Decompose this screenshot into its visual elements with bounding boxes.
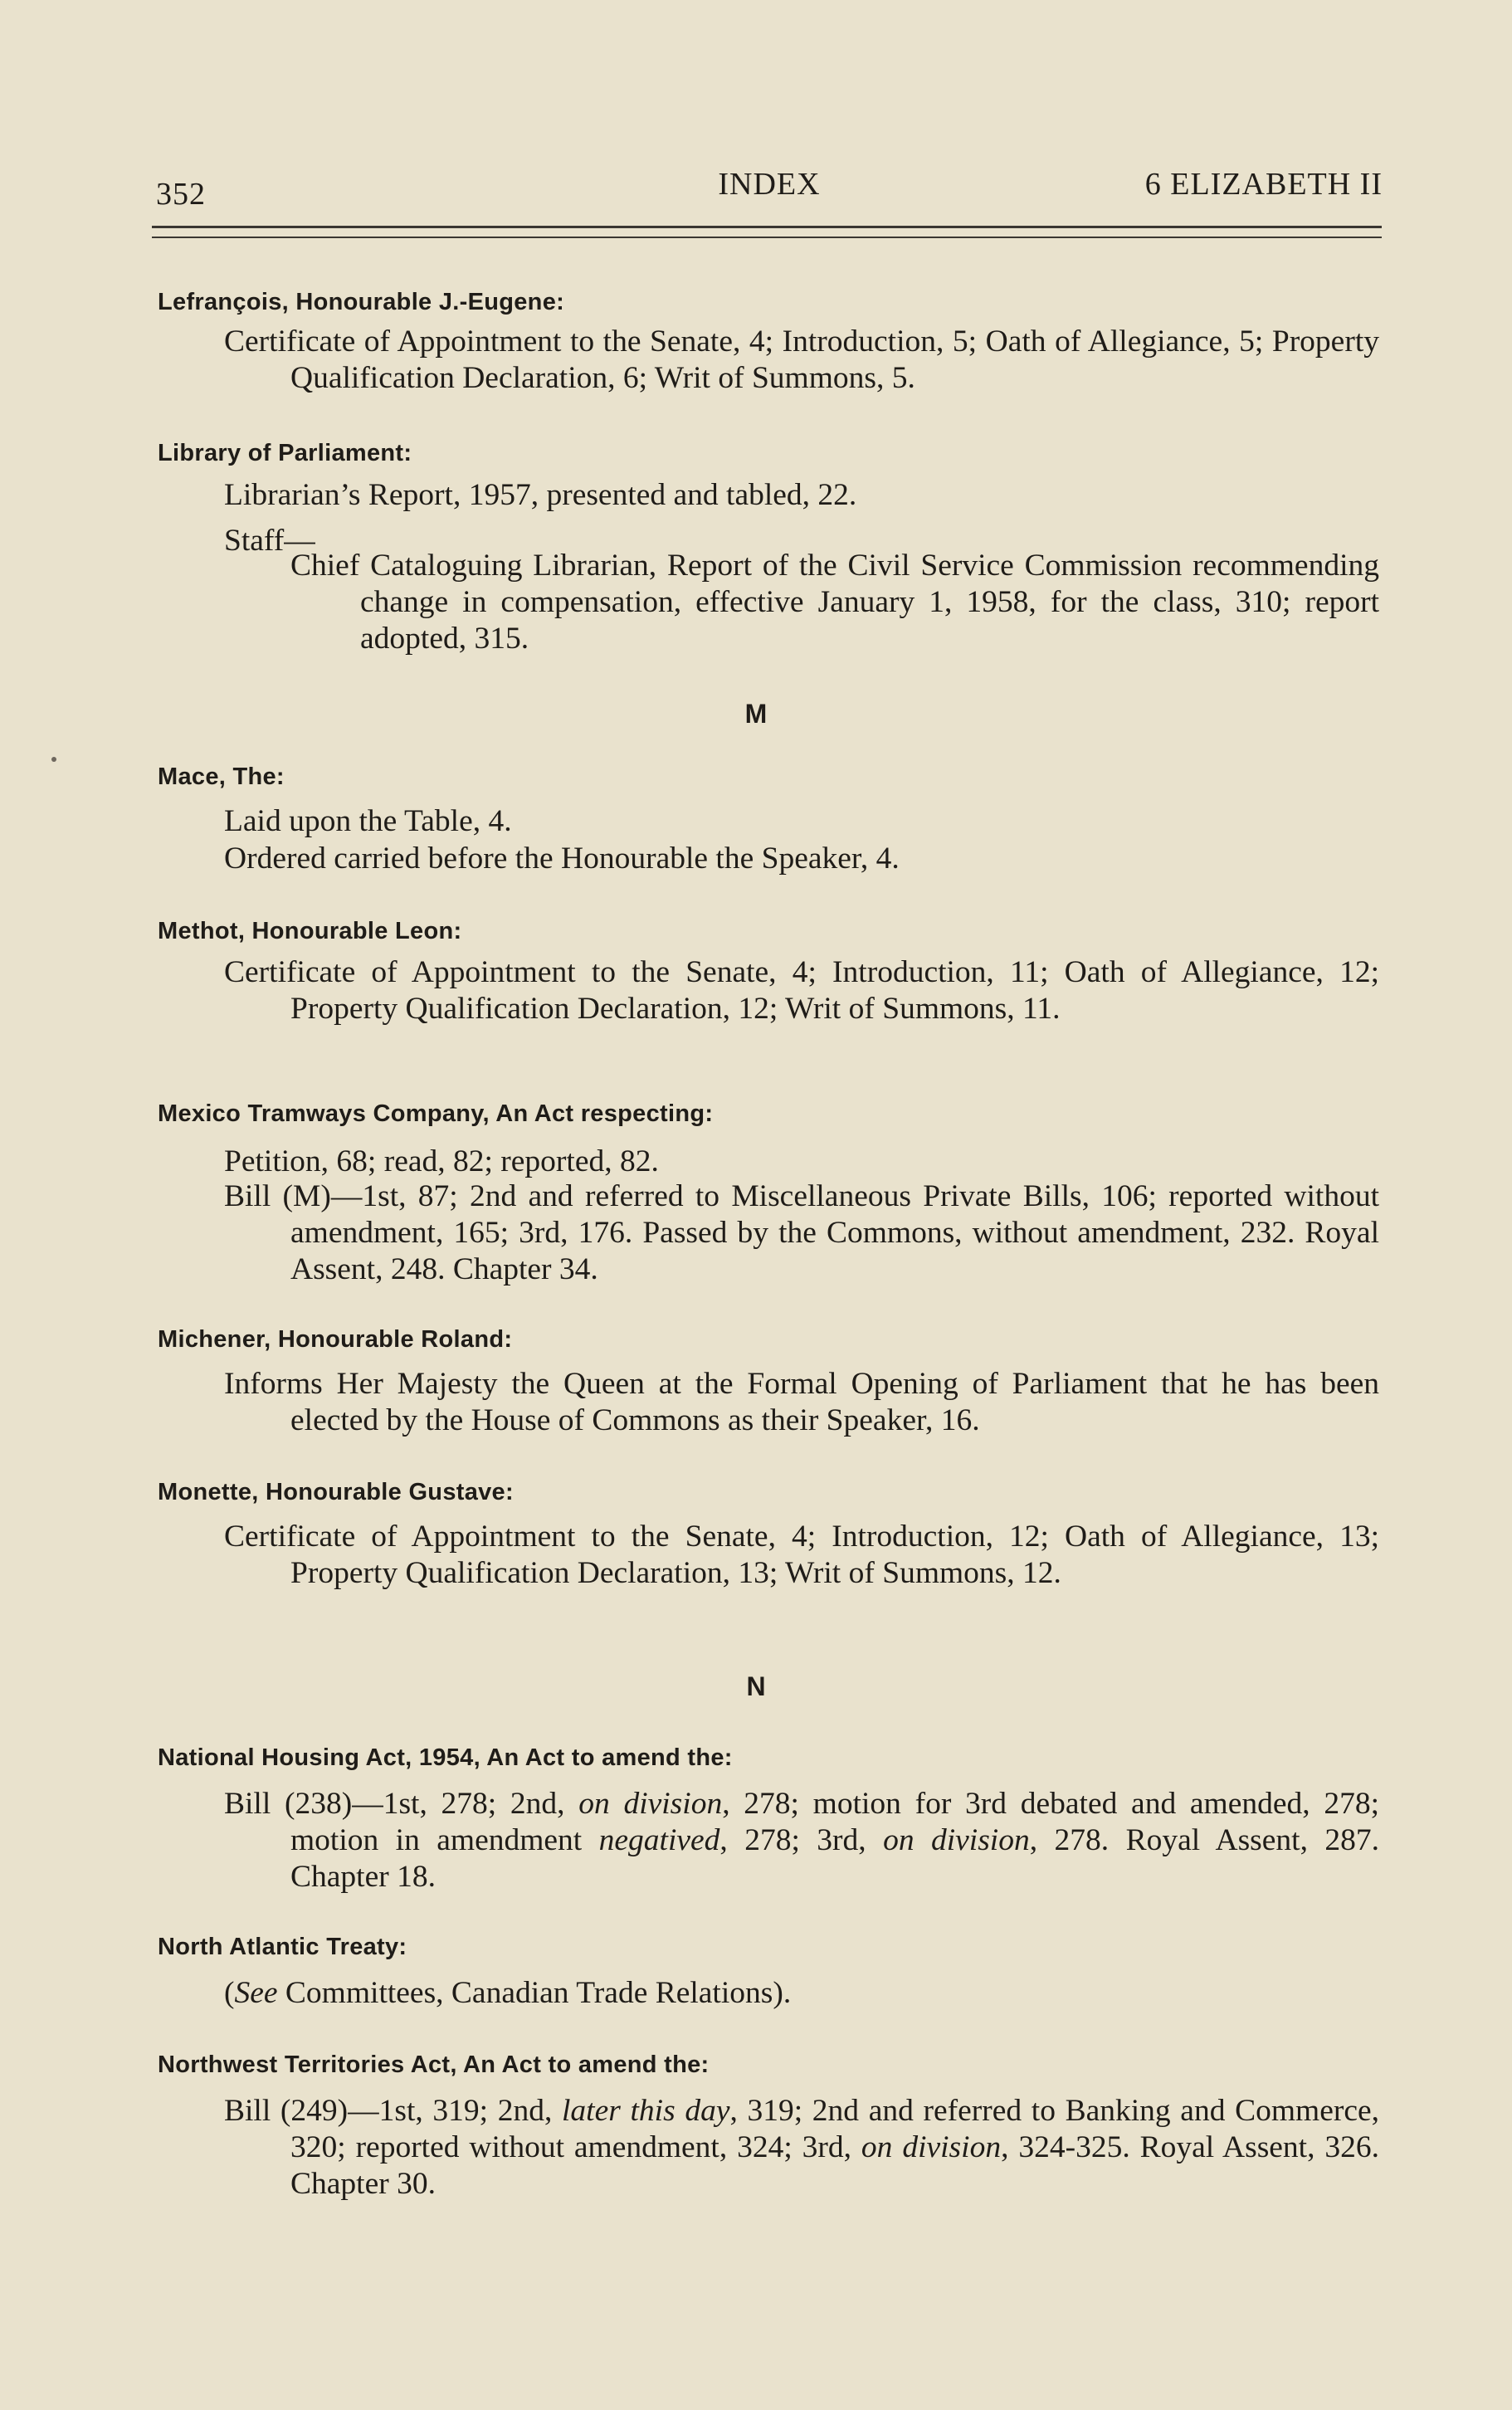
entry-heading-methot: Methot, Honourable Leon: <box>158 918 462 944</box>
entry-text-staff: Staff— <box>224 524 315 558</box>
entry-text-north-atlantic: (See Committees, Canadian Trade Relations). <box>224 1976 792 2010</box>
entry-heading-michener: Michener, Honourable Roland: <box>158 1326 513 1353</box>
entry-text-monette: Certificate of Appointment to the Senate, 4; Introduction, 12; Oath of Allegiance, 13; Property Qualification Declaration, 13; Writ of Summons, 12. <box>224 1520 1379 1590</box>
entry-heading-monette: Monette, Honourable Gustave: <box>158 1479 514 1505</box>
entry-text-methot: Certificate of Appointment to the Senate, 4; Introduction, 11; Oath of Allegiance, 12; Property Qualification Declaration, 12; Writ of Summons, 11. <box>224 955 1379 1026</box>
entry-text-national-housing: Bill (238)—1st, 278; 2nd, on division, 278; motion for 3rd debated and amended, 278; motion in amendment negatived, 278; 3rd, on division, 278. Royal Assent, 287. Chapter 18. <box>224 1787 1379 1894</box>
entry-text-mace-ordered: Ordered carried before the Honourable the Speaker, 4. <box>224 842 900 876</box>
entry-heading-mace: Mace, The: <box>158 763 285 790</box>
entry-heading-library: Library of Parliament: <box>158 440 412 466</box>
entry-text-mexico-bill: Bill (M)—1st, 87; 2nd and referred to Miscellaneous Private Bills, 106; reported without amendment, 165; 3rd, 176. Passed by the Commons, without amendment, 232. Royal Assent, 248. Chapter 34. <box>224 1179 1379 1286</box>
section-letter-n: N <box>746 1671 766 1701</box>
margin-speck <box>51 757 56 762</box>
running-title: INDEX <box>718 167 821 202</box>
entry-text-cataloguing: Chief Cataloguing Librarian, Report of the Civil Service Commission recommending change in compensation, effective January 1, 1958, for the class, 310; report adopted, 315. <box>290 549 1379 656</box>
page-number: 352 <box>156 177 206 212</box>
entry-heading-mexico-tramways: Mexico Tramways Company, An Act respecting: <box>158 1100 714 1127</box>
entry-text-mexico-petition: Petition, 68; read, 82; reported, 82. <box>224 1144 659 1178</box>
entry-heading-national-housing: National Housing Act, 1954, An Act to amend the: <box>158 1744 733 1771</box>
header-double-rule <box>152 226 1382 238</box>
volume-title: 6 ELIZABETH II <box>1144 167 1383 202</box>
entry-heading-northwest-territories: Northwest Territories Act, An Act to amend the: <box>158 2051 710 2078</box>
entry-heading-lefrancois: Lefrançois, Honourable J.-Eugene: <box>158 289 565 315</box>
section-letter-m: M <box>744 699 768 729</box>
entry-text-michener: Informs Her Majesty the Queen at the Formal Opening of Parliament that he has been elected by the House of Commons as their Speaker, 16. <box>224 1367 1379 1437</box>
entry-text-lefrancois: Certificate of Appointment to the Senate, 4; Introduction, 5; Oath of Allegiance, 5; Property Qualification Declaration, 6; Writ of Summons, 5. <box>224 324 1379 395</box>
entry-text-librarian-report: Librarian’s Report, 1957, presented and tabled, 22. <box>224 478 857 512</box>
entry-text-mace-laid: Laid upon the Table, 4. <box>224 804 512 838</box>
entry-heading-north-atlantic: North Atlantic Treaty: <box>158 1934 407 1960</box>
entry-text-northwest-territories: Bill (249)—1st, 319; 2nd, later this day, 319; 2nd and referred to Banking and Commerce, 320; reported without amendment, 324; 3rd, on division, 324-325. Royal Assent, 326. Chapter 30. <box>224 2094 1379 2201</box>
running-head <box>156 163 1383 212</box>
